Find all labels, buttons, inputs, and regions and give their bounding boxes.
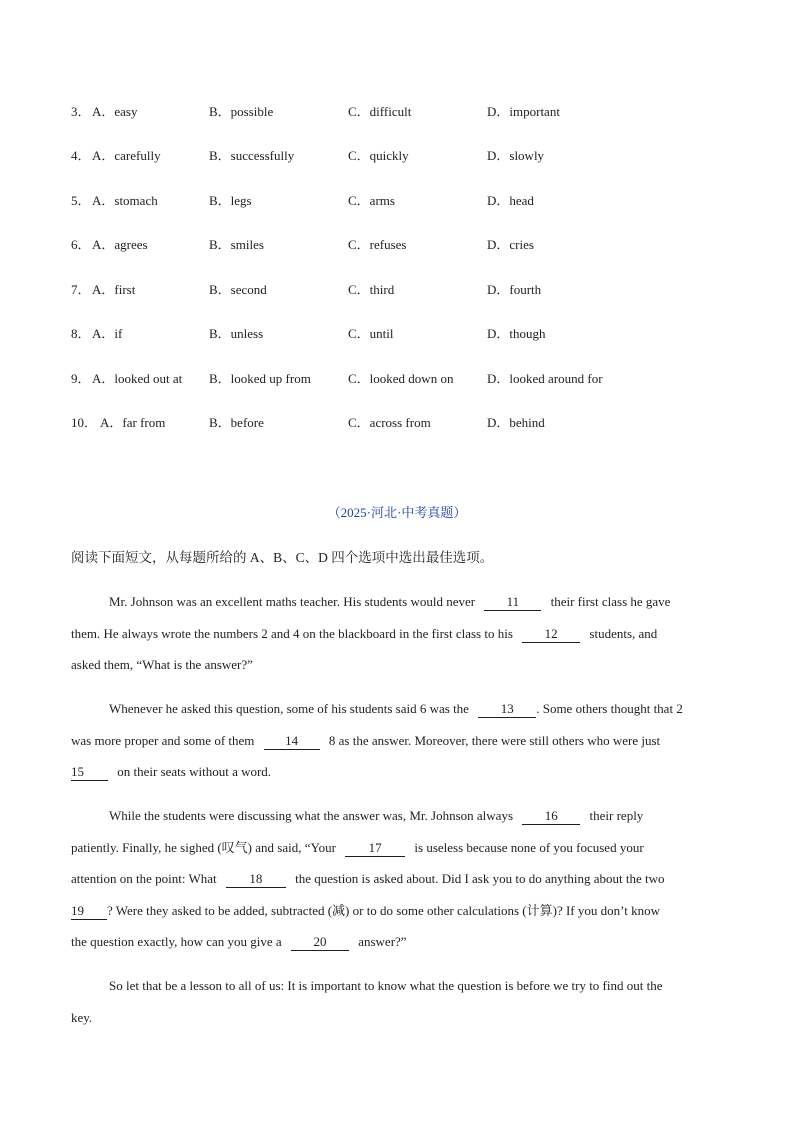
option-d: D．though (487, 326, 546, 341)
blank-20: 20 (291, 933, 349, 951)
option-b: B．legs (209, 193, 252, 208)
question-row-3 (71, 101, 771, 123)
passage-text: answer?” (358, 934, 407, 949)
blank-14: 14 (264, 732, 320, 750)
passage-text: their first class he gave (550, 594, 671, 609)
option-a: A．if (92, 326, 123, 341)
passage-text: students, and (589, 625, 658, 641)
option-b: B．unless (209, 326, 264, 341)
option-b: B．before (209, 415, 264, 430)
passage-paragraph-1 (71, 586, 722, 681)
question-number: 10． (71, 415, 98, 430)
option-c: C．refuses (348, 237, 407, 252)
option-a: A．far from (100, 415, 166, 430)
section-title: （2025·河北·中考真题） (327, 505, 467, 520)
passage-text: them. He always wrote the numbers 2 and 4 on the blackboard in the first class to his (71, 625, 513, 641)
question-number: 3． (71, 104, 91, 119)
option-c: C．until (348, 326, 394, 341)
blank-15: 15 (71, 763, 108, 781)
option-a: A．first (92, 282, 136, 297)
blank-13: 13 (478, 700, 536, 718)
blank-12: 12 (522, 625, 580, 643)
passage-text: the question is asked about. Did I ask you to do anything about the two (295, 871, 665, 886)
option-d: D．fourth (487, 282, 542, 297)
option-b: B．looked up from (209, 371, 311, 386)
question-row-9 (71, 368, 771, 390)
passage-text: is useless because none of you focused your (414, 839, 644, 855)
question-number: 5． (71, 193, 91, 208)
option-b: B．possible (209, 104, 274, 119)
passage-text: was more proper and some of them (71, 732, 255, 748)
question-row-7 (71, 279, 771, 301)
option-c: C．third (348, 282, 395, 297)
question-number: 6． (71, 237, 91, 252)
passage-text: . Some others thought that 2 (536, 701, 683, 716)
option-b: B．second (209, 282, 267, 297)
passage-text: While the students were discussing what the answer was, Mr. Johnson always (109, 808, 514, 823)
blank-11: 11 (484, 593, 541, 611)
option-b: B．successfully (209, 148, 295, 163)
passage-text: Mr. Johnson was an excellent maths teacher. His students would never (109, 594, 476, 609)
question-number: 8． (71, 326, 91, 341)
passage-text: patiently. Finally, he sighed (叹气) and said, “Your (71, 839, 336, 855)
option-d: D．behind (487, 415, 545, 430)
option-c: C．arms (348, 193, 395, 208)
passage-text: Whenever he asked this question, some of his students said 6 was the (109, 701, 469, 716)
option-d: D．cries (487, 237, 534, 252)
passage-text: So let that be a lesson to all of us: It is important to know what the question is before we try to find out the (109, 978, 663, 993)
option-c: C．quickly (348, 148, 409, 163)
option-d: D．head (487, 193, 534, 208)
passage-paragraph-4 (71, 970, 722, 1033)
question-number: 9． (71, 371, 91, 386)
passage-text: key. (71, 1009, 93, 1025)
blank-17: 17 (345, 839, 405, 857)
option-a: A．stomach (92, 193, 158, 208)
question-row-8 (71, 323, 771, 345)
blank-18: 18 (226, 870, 286, 888)
option-a: A．looked out at (92, 371, 183, 386)
option-a: A．easy (92, 104, 138, 119)
option-a: A．agrees (92, 237, 148, 252)
question-row-5 (71, 190, 771, 212)
option-c: C．across from (348, 415, 431, 430)
passage-text: the question exactly, how can you give a (71, 934, 282, 949)
passage-text: 8 as the answer. Moreover, there were still others who were just (328, 732, 661, 748)
option-b: B．smiles (209, 237, 264, 252)
question-number: 4． (71, 148, 91, 163)
option-c: C．difficult (348, 104, 412, 119)
passage-text: on their seats without a word. (117, 764, 272, 779)
passage-text: attention on the point: What (71, 871, 217, 886)
question-row-6 (71, 234, 771, 256)
blank-16: 16 (522, 807, 580, 825)
question-number: 7． (71, 282, 91, 297)
option-d: D．important (487, 104, 560, 119)
passage-paragraph-3 (71, 800, 722, 958)
passage-text: their reply (589, 808, 644, 823)
instruction: 阅读下面短文，从每题所给的 A、B、C、D 四个选项中选出最佳选项。 (71, 550, 494, 565)
option-d: D．looked around for (487, 371, 603, 386)
passage-text: asked them, “What is the answer?” (71, 657, 253, 672)
question-row-10 (71, 412, 771, 434)
option-d: D．slowly (487, 148, 545, 163)
option-c: C．looked down on (348, 371, 454, 386)
question-row-4 (71, 145, 771, 167)
blank-19: 19 (71, 902, 107, 920)
option-a: A．carefully (92, 148, 161, 163)
passage-paragraph-2 (71, 693, 722, 788)
passage-text: ? Were they asked to be added, subtracted (减) or to do some other calculations (计算)? If you don’t know (107, 902, 660, 918)
